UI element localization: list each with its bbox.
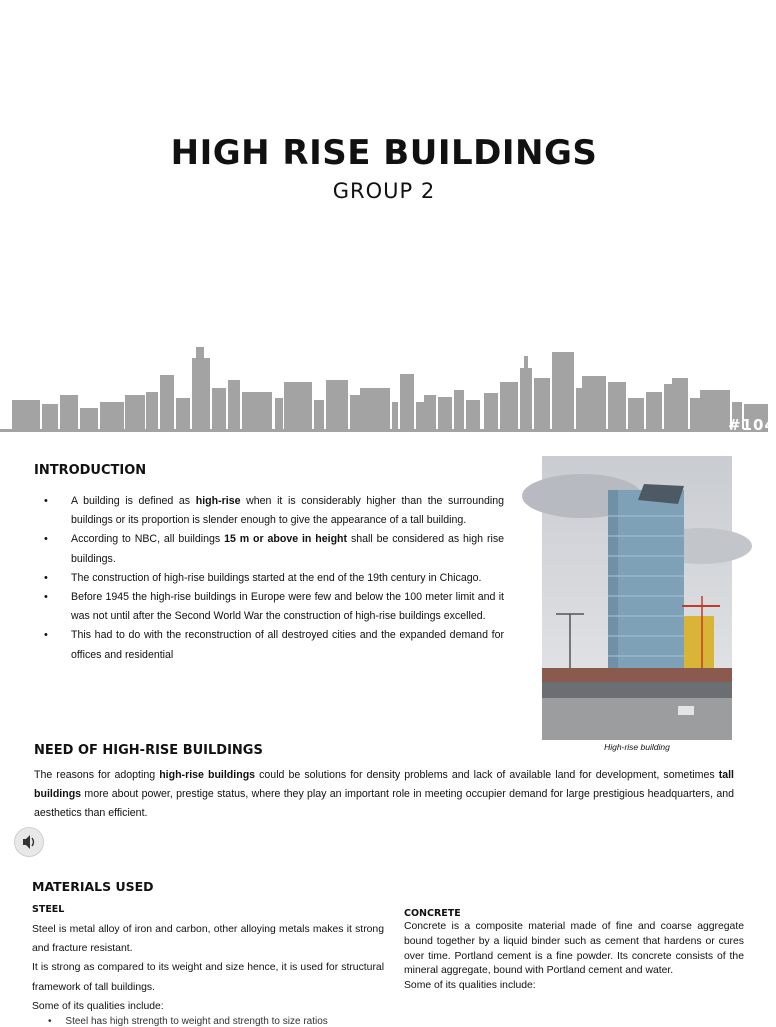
- list-item: • A building is defined as high-rise when it is considerably higher than the surrounding buildings or its proportion is slender enough to give the appearance of a tall building.: [34, 492, 504, 530]
- speaker-icon: [15, 828, 43, 856]
- introduction-list: [34, 492, 504, 665]
- concrete-text: Concrete is a composite material made of fine and coarse aggregate bound together by a liquid binder such as cement that hardens or cures over time. Portland cement is a fine powder. Its concrete consists of the mineral aggregate, bound with Portland cement and water. Some of its qualities include:: [404, 921, 744, 992]
- photo-caption: High-rise building: [604, 742, 670, 752]
- high-rise-building-photo: [542, 456, 732, 740]
- list-item: • Before 1945 the high-rise buildings in Europe were few and below the 100 meter limit and it was not until after the Second World War the construction of high-rise buildings excelled.: [34, 588, 504, 626]
- list-item: • According to NBC, all buildings 15 m or above in height shall be considered as high rise buildings.: [34, 530, 504, 568]
- concrete-heading: CONCRETE: [404, 908, 461, 919]
- list-item: • The construction of high-rise buildings started at the end of the 19th century in Chicago.: [34, 569, 504, 588]
- materials-heading: MATERIALS USED: [32, 879, 154, 894]
- need-heading: NEED OF HIGH-RISE BUILDINGS: [34, 743, 263, 758]
- steel-qualities-cut-line: • Steel has high strength to weight and strength to size ratios: [48, 1016, 328, 1027]
- page-subtitle: GROUP 2: [332, 179, 436, 203]
- steel-heading: STEEL: [32, 904, 65, 915]
- skyline-illustration: [0, 340, 768, 436]
- audio-play-button[interactable]: [14, 827, 44, 857]
- page-number: #104: [728, 416, 776, 434]
- page-title: HIGH RISE BUILDINGS: [170, 133, 598, 173]
- need-paragraph: The reasons for adopting high-rise buildings could be solutions for density problems and lack of available land for development, sometimes tall buildings more about power, prestige status, where they play an important role in meeting occupier demand for large prestigious headquarters, and aesthetics than efficient.: [34, 769, 734, 820]
- list-item: • This had to do with the reconstruction of all destroyed cities and the expanded demand for offices and residential: [34, 626, 504, 664]
- introduction-heading: INTRODUCTION: [34, 463, 147, 478]
- steel-text: Steel is metal alloy of iron and carbon, other alloying metals makes it strong and fracture resistant. It is strong as compared to its weight and size hence, it is used for structural framework of tall buildings. Some of its qualities include:: [32, 924, 384, 1012]
